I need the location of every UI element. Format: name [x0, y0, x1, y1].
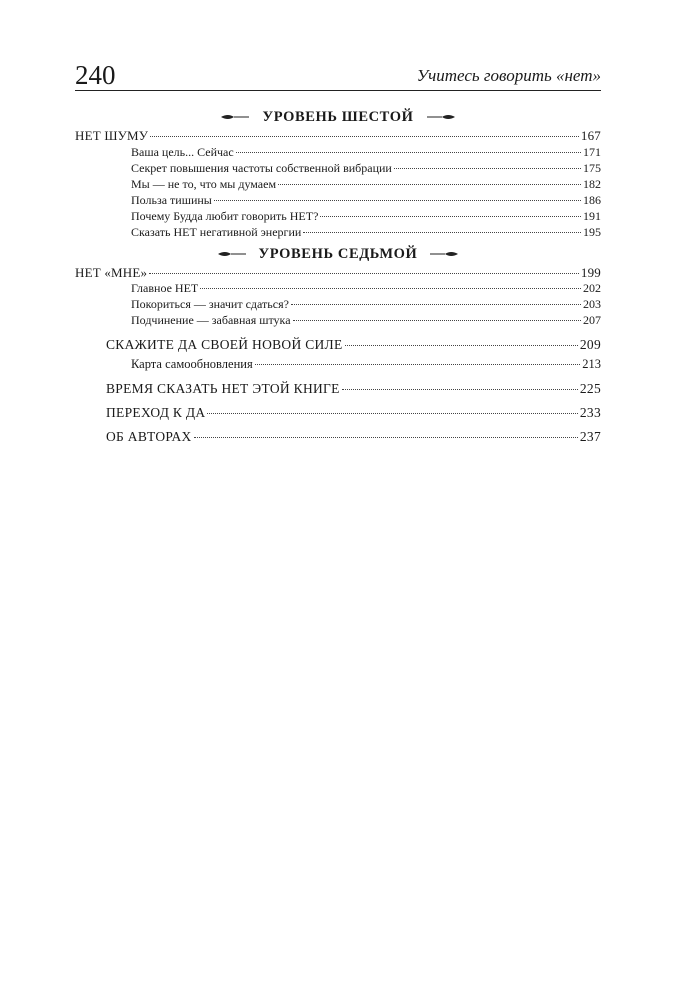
toc-entry-label: Подчинение — забавная штука — [131, 313, 291, 327]
toc-entry[interactable] — [75, 128, 601, 144]
toc-entry-label: НЕТ ШУМУ — [75, 128, 149, 143]
toc-entry-page: 203 — [583, 297, 601, 311]
dot-leader — [194, 437, 578, 438]
toc-entry[interactable] — [106, 405, 601, 421]
dot-leader — [291, 304, 581, 305]
section-title-level-six — [75, 106, 601, 128]
dot-leader — [200, 288, 581, 289]
toc-entry[interactable] — [106, 429, 601, 445]
toc-entry-page: 186 — [583, 193, 601, 207]
dot-leader — [236, 152, 581, 153]
toc-entry[interactable] — [131, 193, 601, 208]
toc-entry-label: Сказать НЕТ негативной энергии — [131, 225, 302, 239]
toc-entry[interactable] — [106, 337, 601, 353]
toc-entry-label: Главное НЕТ — [131, 281, 199, 295]
toc-entry-page: 233 — [579, 405, 601, 420]
book-title: Учитесь говорить «нет» — [416, 66, 601, 85]
toc-entry-label: Секрет повышения частоты собственной вибрации — [131, 161, 392, 175]
toc-entry-page: 202 — [583, 281, 601, 295]
toc-entry-page: 191 — [583, 209, 601, 223]
toc-entry[interactable] — [131, 145, 601, 160]
dot-leader — [342, 389, 578, 390]
dot-leader — [320, 216, 581, 217]
toc-entry-page: 175 — [583, 161, 601, 175]
header-rule — [75, 90, 601, 91]
section-title-text: УРОВЕНЬ ШЕСТОЙ — [262, 109, 414, 125]
toc-entry[interactable] — [131, 225, 601, 240]
dot-leader — [345, 345, 578, 346]
dot-leader — [278, 184, 581, 185]
toc-entry-label: ПЕРЕХОД К ДА — [106, 405, 206, 420]
dot-leader — [303, 232, 581, 233]
toc-entry-label: НЕТ «МНЕ» — [75, 265, 148, 280]
toc-entry-page: 213 — [582, 357, 601, 371]
toc-entry[interactable] — [75, 265, 601, 281]
toc-entry[interactable] — [131, 357, 601, 372]
toc-entry-page: 167 — [580, 128, 601, 143]
dot-leader — [394, 168, 581, 169]
toc-entry-label: Почему Будда любит говорить НЕТ? — [131, 209, 319, 223]
ornament-left-icon — [220, 112, 250, 122]
toc-entry[interactable] — [131, 281, 601, 296]
section-title-text: УРОВЕНЬ СЕДЬМОЙ — [258, 246, 418, 262]
toc-entry-page: 182 — [583, 177, 601, 191]
ornament-right-icon — [429, 249, 459, 259]
dot-leader — [150, 136, 579, 137]
dot-leader — [214, 200, 581, 201]
toc-entry-page: 195 — [583, 225, 601, 239]
ornament-left-icon — [217, 249, 247, 259]
toc-entry-label: Ваша цель... Сейчас — [131, 145, 234, 159]
dot-leader — [293, 320, 581, 321]
toc-entry[interactable] — [106, 381, 601, 397]
toc-entry-page: 209 — [579, 337, 601, 352]
toc-entry[interactable] — [131, 209, 601, 224]
toc-entry-label: Карта самообновления — [131, 357, 253, 371]
toc-entry-label: Мы — не то, что мы думаем — [131, 177, 277, 191]
toc-entry-label: Польза тишины — [131, 193, 212, 207]
toc-entry-page: 237 — [579, 429, 601, 444]
toc-entry-page: 207 — [583, 313, 601, 327]
toc-entry[interactable] — [131, 177, 601, 192]
dot-leader — [255, 364, 581, 365]
section-title-level-seven — [75, 243, 601, 265]
running-head — [75, 60, 601, 92]
dot-leader — [149, 273, 579, 274]
toc-entry[interactable] — [131, 313, 601, 328]
toc-entry-label: ОБ АВТОРАХ — [106, 429, 192, 444]
dot-leader — [207, 413, 577, 414]
toc-entry-label: Покориться — значит сдаться? — [131, 297, 289, 311]
toc-entry[interactable] — [131, 297, 601, 312]
toc-entry-page: 199 — [580, 265, 601, 280]
toc-entry-page: 171 — [583, 145, 601, 159]
page-number: 240 — [75, 60, 116, 90]
toc-entry-label: СКАЖИТЕ ДА СВОЕЙ НОВОЙ СИЛЕ — [106, 337, 343, 352]
toc-entry[interactable] — [131, 161, 601, 176]
toc-entry-page: 225 — [579, 381, 601, 396]
ornament-right-icon — [426, 112, 456, 122]
toc-entry-label: ВРЕМЯ СКАЗАТЬ НЕТ ЭТОЙ КНИГЕ — [106, 381, 340, 396]
